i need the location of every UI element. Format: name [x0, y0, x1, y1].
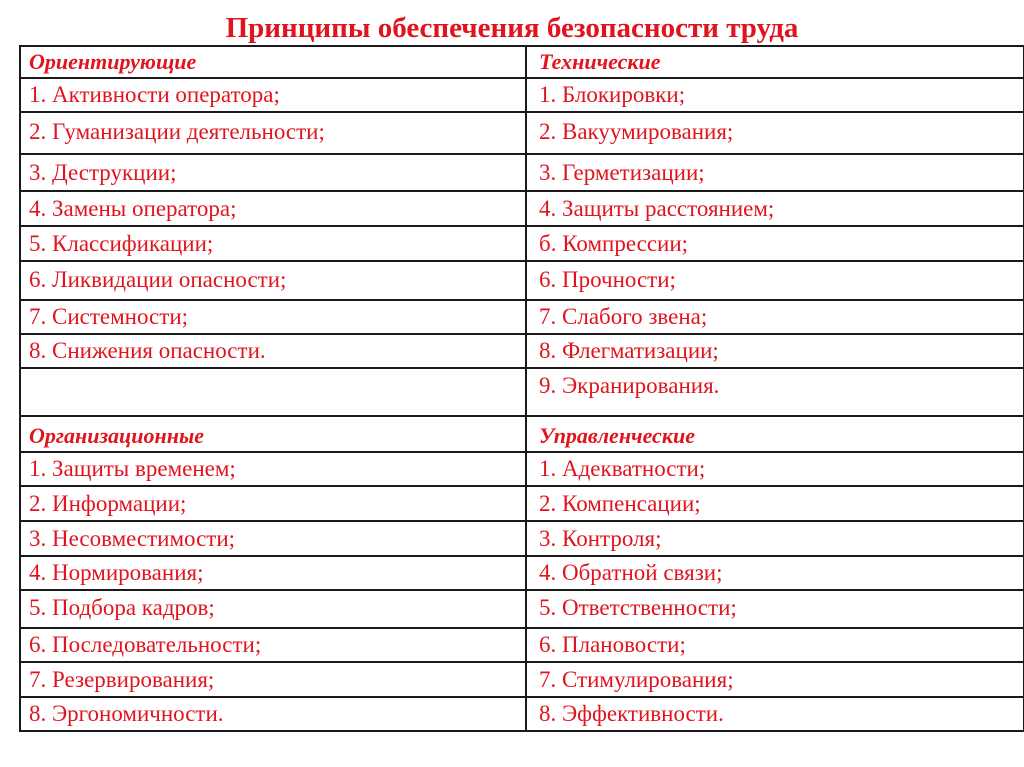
table-cell: 3. Деструкции; — [20, 154, 526, 191]
page-title: Принципы обеспечения безопасности труда — [225, 12, 799, 44]
table-row — [20, 590, 1024, 628]
table-cell: 1. Активности оператора; — [20, 78, 526, 112]
technical-header: Технические — [526, 46, 1024, 78]
table-row — [20, 628, 1024, 662]
table-cell: б. Компрессии; — [526, 226, 1024, 261]
table-row — [20, 300, 1024, 334]
table-row — [20, 191, 1024, 226]
orienting-header: Ориентирующие — [20, 46, 526, 78]
table-cell: 1. Адекватности; — [526, 452, 1024, 486]
table-cell: 7. Слабого звена; — [526, 300, 1024, 334]
table-row — [20, 226, 1024, 261]
table-cell: 6. Последовательности; — [20, 628, 526, 662]
table-cell: 4. Защиты расстоянием; — [526, 191, 1024, 226]
table-cell: 7. Резервирования; — [20, 662, 526, 697]
table-cell: 2. Информации; — [20, 486, 526, 521]
table-cell: 4. Обратной связи; — [526, 556, 1024, 590]
table-cell: 8. Эффективности. — [526, 697, 1024, 731]
table-row — [20, 521, 1024, 556]
principles-table — [19, 45, 1024, 732]
table-cell: 6. Плановости; — [526, 628, 1024, 662]
table-cell: 4. Нормирования; — [20, 556, 526, 590]
organizational-header: Организационные — [20, 416, 526, 452]
table-row — [20, 697, 1024, 731]
table-cell: 1. Защиты временем; — [20, 452, 526, 486]
table-cell: 6. Ликвидации опасности; — [20, 261, 526, 300]
table-cell: 5. Подбора кадров; — [20, 590, 526, 628]
managerial-header: Управленческие — [526, 416, 1024, 452]
table-cell: 6. Прочности; — [526, 261, 1024, 300]
table-cell: 2. Гуманизации деятельности; — [20, 112, 526, 154]
table-cell: 8. Снижения опасности. — [20, 334, 526, 368]
table-row — [20, 486, 1024, 521]
table-cell: 8. Эргономичности. — [20, 697, 526, 731]
table-cell: 4. Замены оператора; — [20, 191, 526, 226]
table-row — [20, 662, 1024, 697]
table-cell: 8. Флегматизации; — [526, 334, 1024, 368]
table-row — [20, 334, 1024, 368]
table-row — [20, 78, 1024, 112]
table-cell: 3. Герметизации; — [526, 154, 1024, 191]
table-cell: 2. Вакуумирования; — [526, 112, 1024, 154]
section-header-row — [20, 416, 1024, 452]
table-row — [20, 452, 1024, 486]
table-row — [20, 556, 1024, 590]
table-cell: 5. Классификации; — [20, 226, 526, 261]
table-cell: 2. Компенсации; — [526, 486, 1024, 521]
table-cell: 5. Ответственности; — [526, 590, 1024, 628]
table-row — [20, 368, 1024, 416]
table-cell-empty — [20, 368, 526, 416]
table-row — [20, 261, 1024, 300]
table-cell: 7. Стимулирования; — [526, 662, 1024, 697]
table-cell: 9. Экранирования. — [526, 368, 1024, 416]
table-row — [20, 112, 1024, 154]
table-cell: 3. Несовместимости; — [20, 521, 526, 556]
table-cell: 1. Блокировки; — [526, 78, 1024, 112]
table-cell: 3. Контроля; — [526, 521, 1024, 556]
table-row — [20, 154, 1024, 191]
table-cell: 7. Системности; — [20, 300, 526, 334]
section-header-row — [20, 46, 1024, 78]
